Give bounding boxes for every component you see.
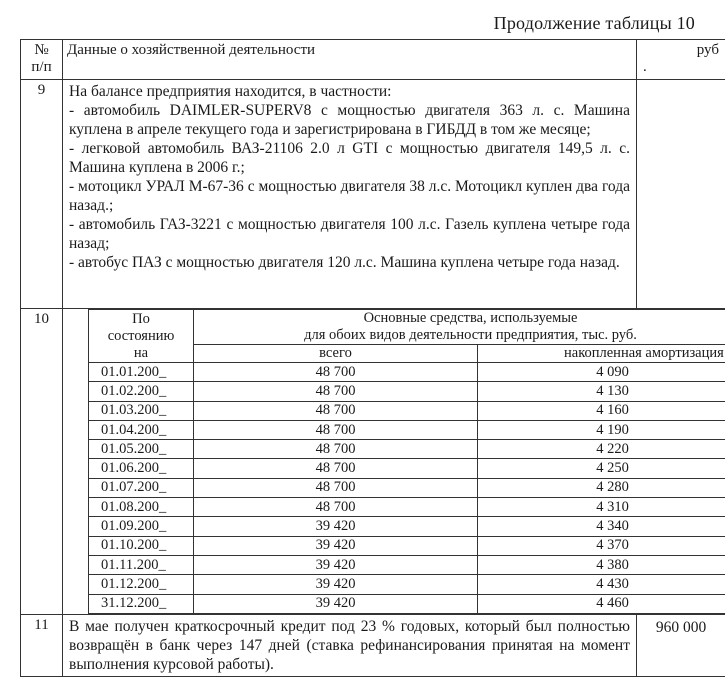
amort-cell: 4 340: [478, 517, 725, 536]
amort-cell: 4 130: [478, 382, 725, 401]
total-cell: 48 700: [194, 401, 478, 420]
header-num-cell: [21, 40, 63, 80]
table-row: [89, 459, 725, 478]
row-9-line: - мотоцикл УРАЛ М-67-36 с мощностью двигателя 38 л.с. Мотоцикл куплен два года назад.;: [69, 178, 630, 214]
date-cell: 01.05.200_: [89, 440, 194, 459]
group-header-line-2: для обоих видов деятельности предприятия, тыс. руб.: [304, 327, 637, 343]
table-row: [89, 440, 725, 459]
table-row: [89, 401, 725, 420]
date-cell: 01.01.200_: [89, 363, 194, 382]
amort-cell: 4 460: [478, 594, 725, 613]
header-unit: руб: [696, 42, 719, 58]
amort-cell: 4 220: [478, 440, 725, 459]
row-10-num: 10: [21, 309, 63, 615]
row-9-text: [63, 80, 637, 309]
fixed-assets-table: [88, 309, 725, 614]
table-row: [89, 420, 725, 439]
table-row: [89, 363, 725, 382]
date-cell: 01.02.200_: [89, 382, 194, 401]
header-unit-cell: [637, 40, 725, 80]
table-row: [89, 498, 725, 517]
amort-cell: 4 090: [478, 363, 725, 382]
amort-cell: 4 250: [478, 459, 725, 478]
total-cell: 48 700: [194, 459, 478, 478]
total-cell: 48 700: [194, 363, 478, 382]
group-header-line-1: Основные средства, используемые: [363, 310, 578, 326]
col-date-header: [89, 310, 194, 363]
table-row: [89, 517, 725, 536]
date-cell: 01.03.200_: [89, 401, 194, 420]
col-total-header: всего: [194, 345, 478, 363]
row-9-line: На балансе предприятия находится, в частности:: [69, 83, 392, 100]
group-header: [194, 310, 725, 345]
row-11-value: 960 000: [637, 614, 725, 676]
amort-cell: 4 190: [478, 420, 725, 439]
amort-cell: 4 380: [478, 555, 725, 574]
row-9-value: [637, 80, 725, 309]
date-cell: 01.06.200_: [89, 459, 194, 478]
date-cell: 01.12.200_: [89, 575, 194, 594]
date-cell: 01.08.200_: [89, 498, 194, 517]
header-title: Данные о хозяйственной деятельности: [63, 40, 637, 80]
row-9-line: - автомобиль ГАЗ-3221 с мощностью двигателя 100 л.с. Газель куплена четыре года назад;: [69, 216, 630, 252]
fixed-assets-body: [89, 363, 725, 614]
col-date-header-text: По состоянию на: [107, 310, 175, 361]
row-9-num: 9: [21, 80, 63, 309]
table-row: [89, 575, 725, 594]
amort-cell: 4 280: [478, 478, 725, 497]
total-cell: 48 700: [194, 382, 478, 401]
row-9-line: - легковой автомобиль ВАЗ-21106 2.0 л GTI с мощностью двигателя 149,5 л. с. Машина куплена в 2006 г.;: [69, 140, 630, 176]
header-pp-label: п/п: [31, 59, 52, 75]
amort-cell: 4 310: [478, 498, 725, 517]
row-10: [21, 309, 725, 615]
table-row: [89, 478, 725, 497]
total-cell: 48 700: [194, 440, 478, 459]
total-cell: 39 420: [194, 517, 478, 536]
date-cell: 01.10.200_: [89, 536, 194, 555]
row-9: [21, 80, 725, 309]
total-cell: 48 700: [194, 498, 478, 517]
total-cell: 39 420: [194, 536, 478, 555]
row-9-line: - автомобиль DAIMLER-SUPERV8 с мощностью двигателя 363 л. с. Машина куплена в апреле текущего года и зарегистрирована в ГИБДД в том же месяце;: [69, 102, 630, 138]
header-unit-dot: .: [643, 59, 647, 75]
amort-cell: 4 370: [478, 536, 725, 555]
date-cell: 01.09.200_: [89, 517, 194, 536]
table-row: [89, 536, 725, 555]
date-cell: 31.12.200_: [89, 594, 194, 613]
main-table: [20, 39, 725, 677]
row-11: [21, 614, 725, 676]
row-10-content: [63, 309, 725, 615]
date-cell: 01.11.200_: [89, 555, 194, 574]
fixed-assets-header-row: [89, 310, 725, 345]
amort-cell: 4 160: [478, 401, 725, 420]
date-cell: 01.04.200_: [89, 420, 194, 439]
table-row: [89, 382, 725, 401]
row-11-num: 11: [21, 614, 63, 676]
row-11-text: В мае получен краткосрочный кредит под 23 % годовых, который был полностью возвращён в банк через 147 дней (ставка рефинансирования принятая на момент выполнения курсовой работы).: [63, 614, 637, 676]
total-cell: 39 420: [194, 594, 478, 613]
row-9-line: - автобус ПАЗ с мощностью двигателя 120 л.с. Машина куплена четыре года назад.: [69, 254, 620, 271]
table-row: [89, 594, 725, 613]
date-cell: 01.07.200_: [89, 478, 194, 497]
table-caption: Продолжение таблицы 10: [493, 13, 695, 33]
header-row: [21, 40, 725, 80]
total-cell: 48 700: [194, 420, 478, 439]
header-num-label: №: [34, 42, 49, 58]
table-row: [89, 555, 725, 574]
amort-cell: 4 430: [478, 575, 725, 594]
total-cell: 39 420: [194, 575, 478, 594]
col-amort-header: накопленная амортизация: [478, 345, 725, 363]
total-cell: 48 700: [194, 478, 478, 497]
total-cell: 39 420: [194, 555, 478, 574]
